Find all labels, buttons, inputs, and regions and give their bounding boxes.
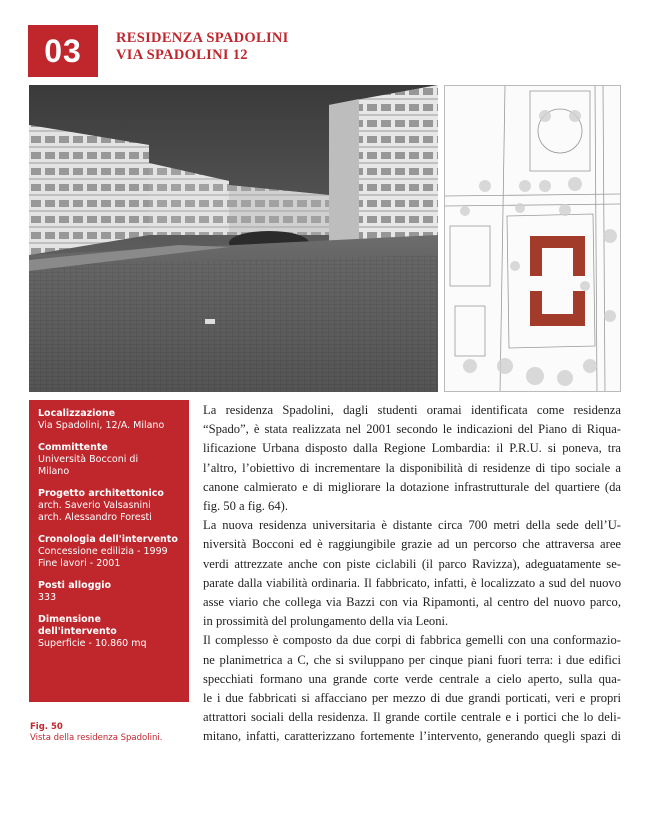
body-line: in prossimità del prolungamento della via Leoni. — [203, 614, 449, 629]
info-heading: Progetto architettonico — [38, 488, 164, 499]
info-value: arch. Saverio Valsasnini — [38, 500, 151, 511]
body-line: l’altro, l’obiettivo di incrementare la disponibilità di residenze di tipo sociale a — [203, 460, 621, 475]
title-line-2: VIA SPADOLINI 12 — [116, 47, 248, 63]
body-line: canone calmierato e di migliorare la dotazione infrastrutturale del quartiere (da — [203, 479, 621, 494]
body-line: niversità Bocconi ed è raggiungibile grazie ad un percorso che attraversa aree — [203, 537, 621, 552]
info-value: Milano — [38, 466, 70, 477]
body-line: Il complesso è composto da due corpi di fabbrica gemelli con una conformazio- — [203, 633, 621, 648]
body-line: specchiati formano una grande corte verde centrale a cielo aperto, sulla qua- — [203, 671, 621, 686]
caption-label: Fig. 50 — [30, 722, 63, 732]
project-info-box — [29, 400, 189, 702]
body-line: “Spado”, è stata realizzata nel 2001 secondo le indicazioni del Piano di Riqua- — [203, 422, 621, 437]
info-heading: Cronologia dell'intervento — [38, 534, 178, 545]
figure-caption — [30, 722, 162, 744]
caption-text: Vista della residenza Spadolini. — [30, 733, 163, 743]
title-line-1: RESIDENZA SPADOLINI — [116, 30, 289, 46]
body-line: mitano, infatti, caratterizzano fortemente l’intervento, generando quegli spazi di — [203, 729, 621, 744]
body-line: parate dalla viabilità ordinaria. Il fabbricato, infatti, è localizzato a sud del nuovo — [203, 575, 621, 590]
body-text — [203, 401, 621, 747]
info-value: Concessione edilizia - 1999 — [38, 546, 168, 557]
info-value: 333 — [38, 592, 57, 603]
info-beds — [38, 580, 180, 604]
info-heading: dell'intervento — [38, 626, 117, 637]
info-value: Superficie - 10.860 mq — [38, 638, 147, 649]
info-heading: Dimensione — [38, 614, 101, 625]
info-value: Fine lavori - 2001 — [38, 558, 121, 569]
info-value: Università Bocconi di — [38, 454, 139, 465]
info-heading: Committente — [38, 442, 108, 453]
body-line: le i due fabbricati si affacciano per mezzo di due grandi porticati, veri e propri — [203, 691, 621, 706]
body-line: lificazione Urbana disposto dalla Regione Lombardia: il P.R.U. si poneva, tra — [203, 441, 621, 456]
info-location — [38, 408, 180, 432]
body-line: asse viario che collega via Bazzi con via Ripamonti, al centro del nuovo parco, — [203, 595, 621, 610]
site-plan — [444, 85, 621, 392]
info-architects — [38, 488, 180, 524]
body-line: fig. 50 a fig. 64). — [203, 499, 288, 514]
building-photo-drawing — [29, 85, 438, 392]
site-plan-drawing — [445, 86, 621, 392]
body-line: La residenza Spadolini, dagli studenti oramai identificata come residenza — [203, 403, 621, 417]
info-value: Via Spadolini, 12/A. Milano — [38, 420, 165, 431]
building-photo — [29, 85, 438, 392]
body-line: attrattori sociali della residenza. Il grande cortile centrale e i portici che lo deli- — [203, 710, 621, 725]
info-heading: Localizzazione — [38, 408, 116, 419]
page-title — [116, 30, 289, 64]
info-size — [38, 614, 180, 650]
body-line: verdi attrezzate anche con piste ciclabili (il parco Ravizza), adeguatamente se- — [203, 556, 621, 571]
info-value: arch. Alessandro Foresti — [38, 512, 152, 523]
info-chronology — [38, 534, 180, 570]
body-line: La nuova residenza universitaria è distante circa 700 metri della sede dell’U- — [203, 518, 621, 533]
info-client — [38, 442, 180, 478]
body-line: ne planimetrica a C, che si sviluppano per cinque piani fuori terra: i due edifici — [203, 652, 621, 667]
chapter-number: 03 — [28, 25, 98, 77]
info-heading: Posti alloggio — [38, 580, 112, 591]
